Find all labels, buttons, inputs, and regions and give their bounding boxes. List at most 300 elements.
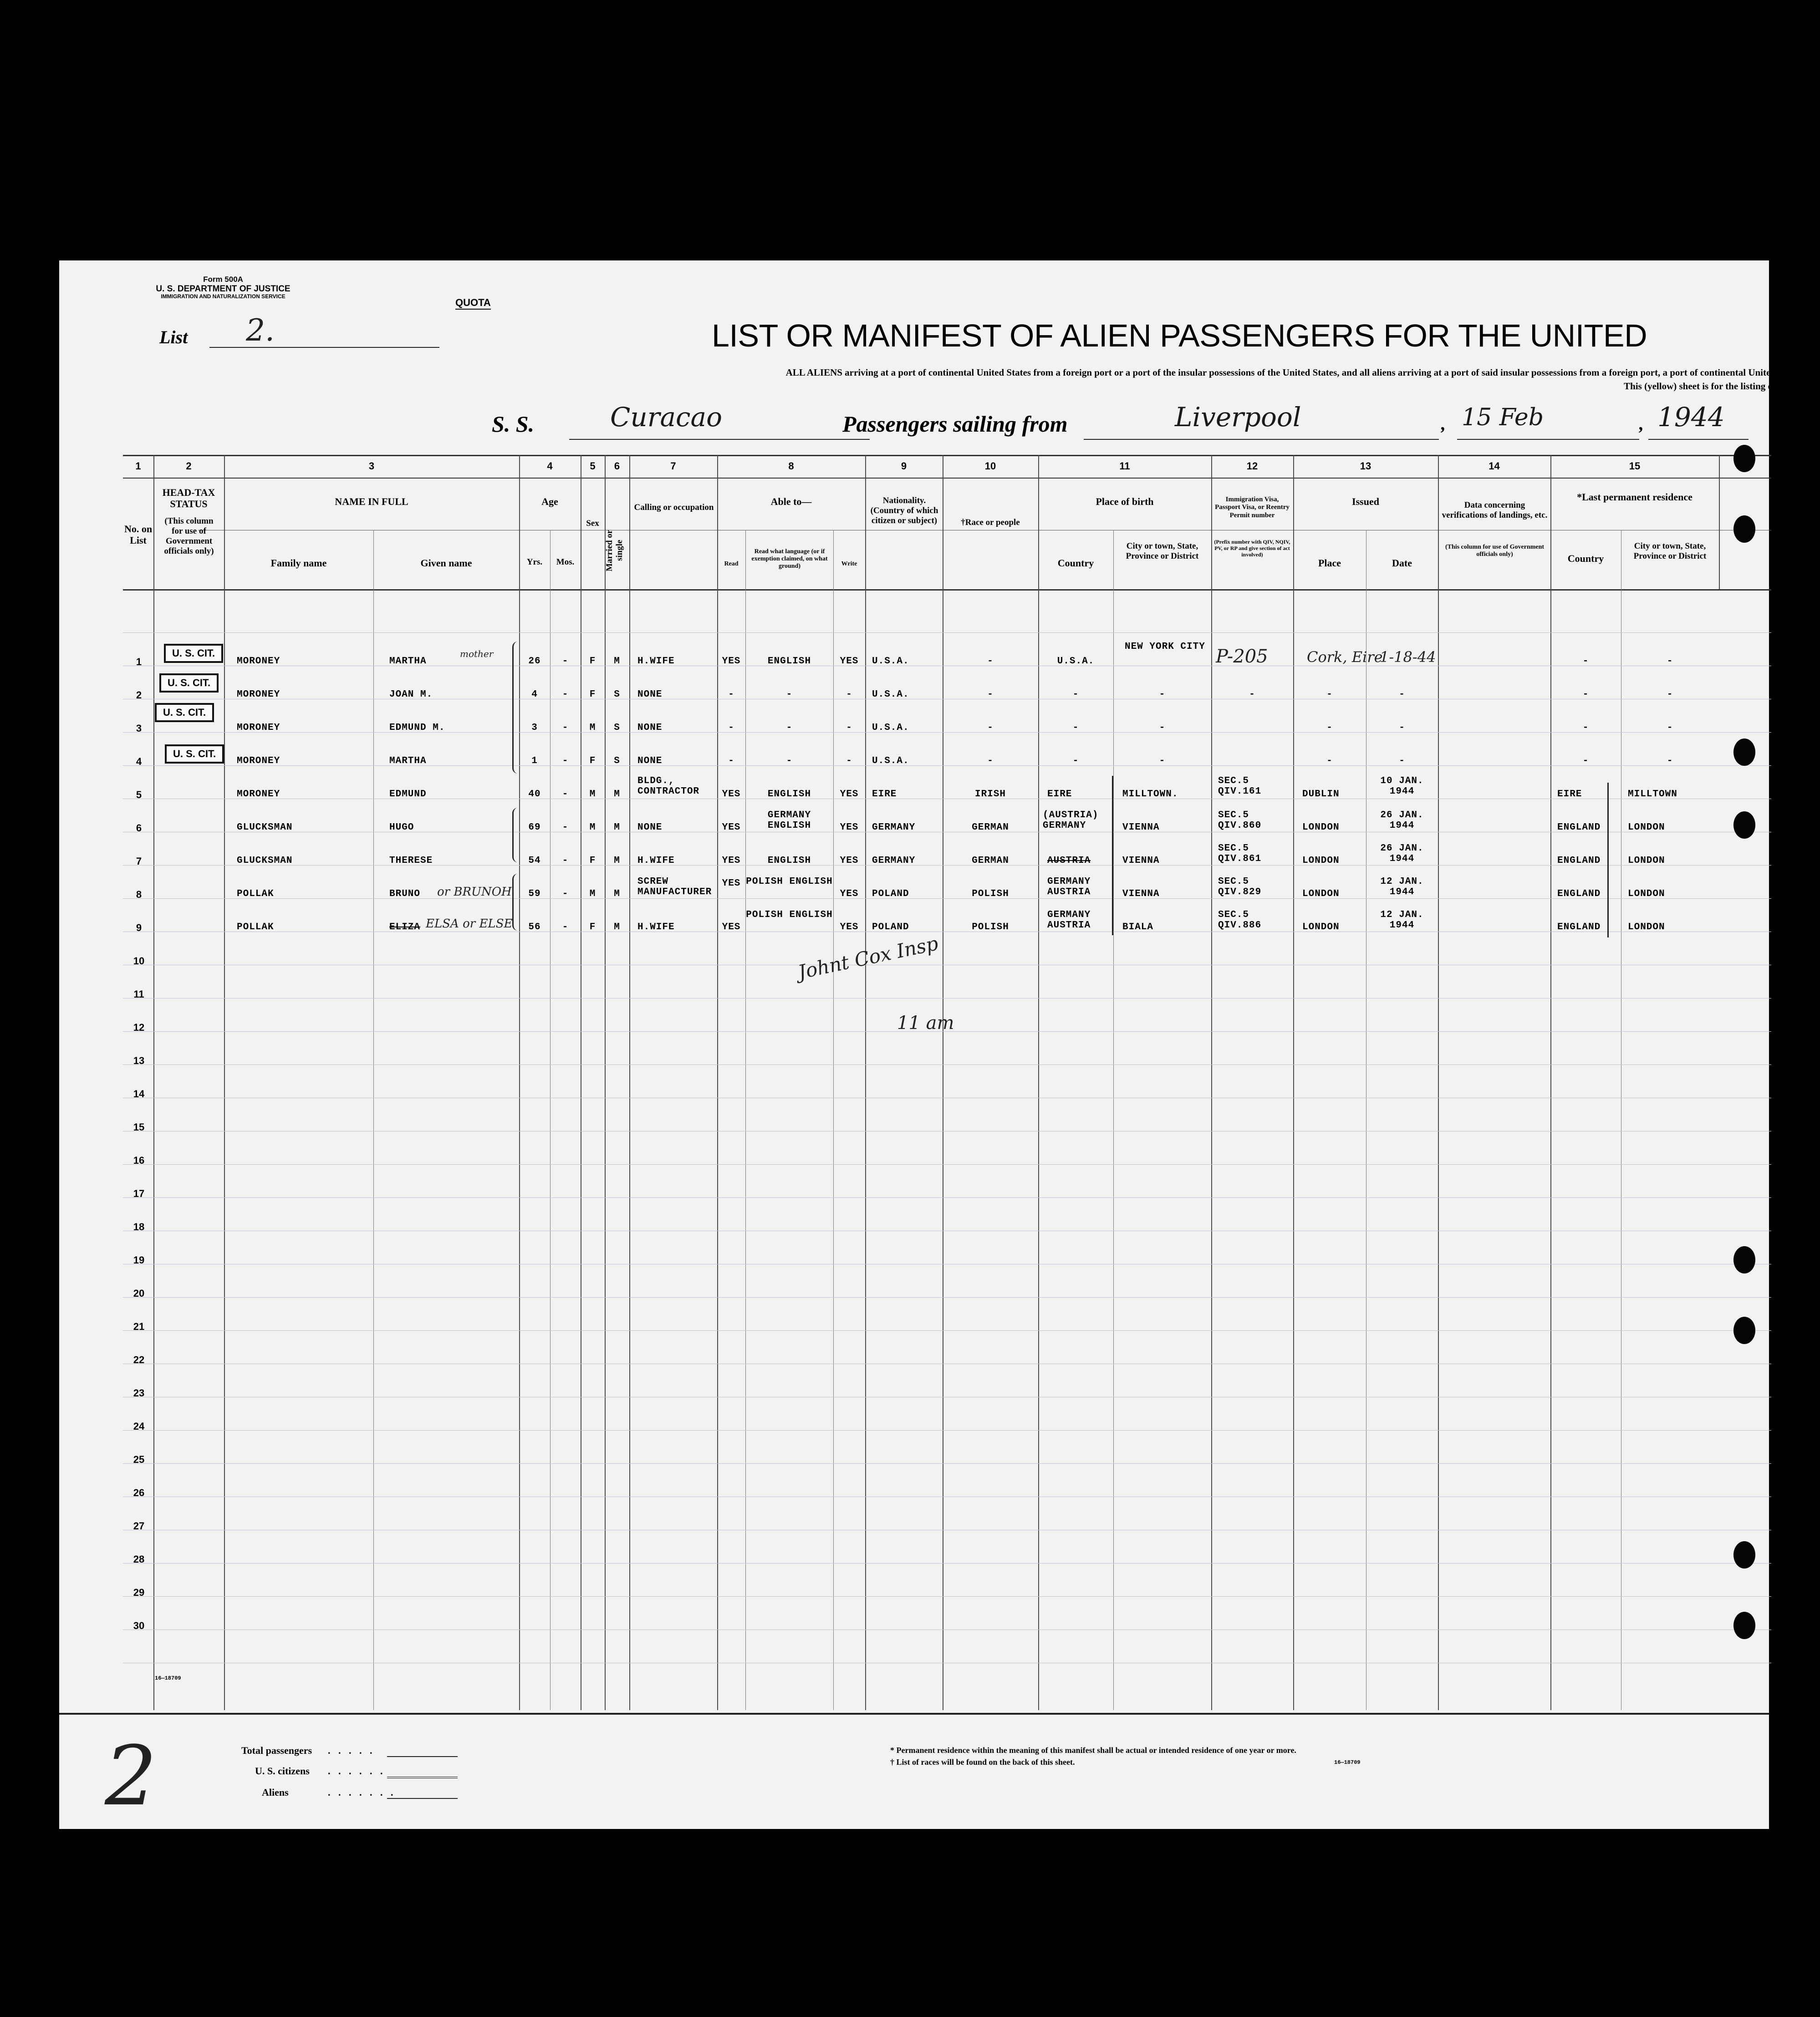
punch-hole	[1733, 739, 1755, 766]
port-line	[1084, 439, 1439, 440]
family-bracket	[512, 874, 520, 931]
birth-country: (AUSTRIA) GERMANY	[1043, 810, 1099, 831]
us-citizen-stamp: U. S. CIT.	[159, 673, 219, 693]
us-citizen-stamp: U. S. CIT.	[165, 744, 224, 764]
form-number: Form 500A	[203, 275, 243, 284]
birth-city: -	[1159, 756, 1166, 766]
read-language: ENGLISH	[767, 789, 811, 800]
inspection-time: 11 am	[897, 1013, 954, 1034]
col-divider	[1438, 455, 1439, 1710]
occupation: NONE	[637, 756, 663, 766]
sail-year: 1944	[1657, 402, 1725, 433]
colnum-13: 13	[1360, 460, 1371, 472]
given-name-correction: or BRUNOH	[437, 885, 512, 899]
hdr-sex: Sex	[586, 519, 599, 528]
given-name: THERESE	[389, 856, 433, 866]
issued-place: DUBLIN	[1302, 789, 1340, 800]
header-bottom-rule	[123, 589, 1771, 591]
sex: M	[589, 822, 596, 833]
hdr-last-res: *Last permanent residence	[1577, 491, 1693, 503]
read-language: GERMANY ENGLISH	[767, 810, 811, 831]
sex: M	[589, 723, 596, 733]
visa-number: SEC.5 QIV.860	[1218, 810, 1262, 831]
row-number: 3	[136, 723, 142, 734]
residence-city: LONDON	[1628, 922, 1665, 932]
nationality: GERMANY	[872, 822, 916, 833]
issued-date: 12 JAN. 1944	[1380, 910, 1424, 931]
age-months: -	[562, 789, 569, 800]
hdr-place-of-birth: Place of birth	[1096, 496, 1154, 507]
nationality: EIRE	[872, 789, 897, 800]
totals-divider	[59, 1713, 1769, 1715]
sail-date: 15 Feb	[1462, 404, 1544, 431]
row-number: 20	[133, 1288, 145, 1299]
birth-country: GERMANY AUSTRIA	[1047, 910, 1091, 931]
race: IRISH	[974, 789, 1006, 800]
can-write: YES	[840, 856, 859, 866]
form-identifier	[127, 275, 319, 300]
birth-country: -	[1072, 756, 1079, 766]
birth-country-bracket	[1106, 776, 1113, 935]
row-number: 9	[136, 922, 142, 933]
hdr-age: Age	[541, 496, 558, 507]
given-name: EDMUND M.	[389, 723, 445, 733]
ship-name: Curacao	[610, 402, 723, 433]
hdr-issued-place: Place	[1318, 557, 1341, 569]
row-number: 19	[133, 1254, 145, 1266]
read-language: -	[786, 756, 793, 766]
age-years: 4	[531, 689, 538, 700]
hdr-write: Write	[841, 560, 857, 567]
issued-place: -	[1326, 756, 1333, 766]
service: IMMIGRATION AND NATURALIZATION SERVICE	[161, 293, 285, 300]
age-months: -	[562, 656, 569, 667]
residence-city: -	[1667, 689, 1673, 700]
sailing-label: Passengers sailing from	[842, 411, 1068, 437]
list-number: 2.	[246, 313, 275, 348]
issued-date: -	[1399, 689, 1405, 700]
residence-city: -	[1667, 756, 1673, 766]
marital-status: M	[614, 856, 620, 866]
row-rule	[123, 1430, 1771, 1431]
punch-hole	[1733, 515, 1755, 543]
nationality: POLAND	[872, 889, 909, 899]
date-line	[1457, 439, 1639, 440]
row-number: 28	[133, 1553, 145, 1565]
sex: F	[589, 856, 596, 866]
col-divider	[745, 530, 746, 1710]
col-divider	[833, 530, 834, 1710]
row-number: 7	[136, 856, 142, 867]
row-number: 24	[133, 1421, 145, 1432]
colnum-2: 2	[186, 460, 192, 472]
issued-place: Cork, Eire	[1307, 648, 1383, 666]
hdr-landing-note: (This column for use of Government officials only)	[1445, 544, 1545, 558]
birth-country: -	[1072, 689, 1079, 700]
nationality: U.S.A.	[872, 656, 909, 667]
residence-country: ENGLAND	[1557, 922, 1601, 932]
family-name: GLUCKSMAN	[237, 822, 293, 833]
can-read: YES	[722, 822, 741, 833]
issued-place: LONDON	[1302, 922, 1340, 932]
given-name: HUGO	[389, 822, 414, 833]
manifest-table	[123, 455, 1771, 1710]
family-name: POLLAK	[237, 889, 274, 899]
manifest-sheet	[59, 260, 1776, 1829]
col-divider	[1211, 455, 1212, 1710]
family-name: MORONEY	[237, 789, 280, 800]
row-number: 16	[133, 1155, 145, 1166]
can-read: YES	[722, 789, 741, 800]
colnum-8: 8	[788, 460, 794, 472]
hdr-birth-country: Country	[1057, 557, 1094, 569]
can-read: YES	[722, 856, 741, 866]
colnum-14: 14	[1489, 460, 1500, 472]
total-passengers-line	[387, 1756, 458, 1757]
row-number: 21	[133, 1321, 145, 1332]
hdr-birth-city: City or town, State, Province or District	[1126, 541, 1199, 561]
col-divider	[1719, 455, 1720, 589]
can-write: YES	[840, 822, 859, 833]
residence-country: ENGLAND	[1557, 856, 1601, 866]
birth-country: U.S.A.	[1057, 656, 1095, 667]
birth-city: VIENNA	[1122, 856, 1160, 866]
family-bracket	[512, 808, 520, 862]
residence-country: EIRE	[1557, 789, 1582, 800]
visa-number: P-205	[1216, 646, 1268, 667]
given-name-correction: ELSA or ELSE	[426, 917, 513, 931]
col-divider	[865, 455, 866, 1710]
age-years: 69	[528, 822, 541, 833]
race: GERMAN	[972, 856, 1009, 866]
colnum-1: 1	[135, 460, 141, 472]
hdr-able-to: Able to—	[770, 496, 812, 507]
leader-dots: . . . . .	[328, 1745, 375, 1756]
margin-mark: 2	[105, 1729, 157, 1824]
row-number: 8	[136, 889, 142, 900]
can-write: YES	[840, 789, 859, 800]
read-language: POLISH ENGLISH	[746, 910, 833, 920]
residence-country: ENGLAND	[1557, 822, 1601, 833]
age-years: 26	[528, 656, 541, 667]
nationality: U.S.A.	[872, 756, 909, 766]
hdr-head-tax-note: (This column for use of Government officials only)	[164, 516, 214, 556]
residence-country: -	[1582, 656, 1589, 667]
issued-date: 1-18-44	[1380, 648, 1436, 666]
subtitle-2: This (yellow) sheet is for the listing of	[1624, 381, 1776, 392]
age-months: -	[562, 922, 569, 932]
row-number: 1	[136, 656, 142, 667]
read-language: ENGLISH	[767, 656, 811, 667]
given-name: MARTHA	[389, 756, 427, 766]
hdr-res-city: City or town, State, Province or District	[1633, 541, 1707, 561]
print-code: 16—18709	[1334, 1759, 1361, 1766]
punch-hole	[1733, 445, 1755, 472]
hdr-visa-note: (Prefix number with QIV, NQIV, PV, or RP and give section of act involved)	[1214, 539, 1290, 558]
hdr-given-name: Given name	[420, 557, 472, 569]
year-line	[1648, 439, 1749, 440]
row-number: 4	[136, 756, 142, 767]
colnum-15: 15	[1629, 460, 1641, 472]
quota-label: QUOTA	[455, 297, 491, 310]
age-years: 1	[531, 756, 538, 766]
subtitle: ALL ALIENS arriving at a port of continental United States from a foreign port or a port of the insular possessions of the United States, and all aliens arriving at a port of said insular possessions from a foreign port, a port of continental United	[785, 367, 1776, 378]
colnum-7: 7	[670, 460, 676, 472]
age-years: 56	[528, 922, 541, 932]
colnum-9: 9	[901, 460, 907, 472]
colnum-11: 11	[1119, 460, 1130, 472]
birth-country: GERMANY AUSTRIA	[1047, 876, 1091, 897]
handwritten-note: mother	[460, 648, 494, 659]
can-write: YES	[840, 922, 859, 932]
can-write: -	[846, 756, 852, 766]
col-divider	[1038, 455, 1039, 1710]
hdr-read-lang: Read what language (or if exemption claimed, on what ground)	[751, 548, 828, 570]
row-number: 6	[136, 822, 142, 834]
hdr-calling: Calling or occupation	[634, 503, 714, 512]
residence-city: MILLTOWN	[1628, 789, 1677, 800]
visa-number: -	[1249, 689, 1255, 700]
footnote-residence: * Permanent residence within the meaning of this manifest shall be actual or intended residence of one year or more.	[890, 1746, 1296, 1755]
leader-dots: . . . . . .	[328, 1765, 386, 1777]
read-language: ENGLISH	[767, 856, 811, 866]
sex: M	[589, 789, 596, 800]
given-name: ELIZA	[389, 922, 421, 932]
age-months: -	[562, 689, 569, 700]
punch-hole	[1733, 811, 1755, 839]
row-number: 2	[136, 689, 142, 701]
birth-city: VIENNA	[1122, 822, 1160, 833]
birth-country: AUSTRIA	[1047, 856, 1091, 866]
colnum-5: 5	[590, 460, 596, 472]
us-citizens-label: U. S. citizens	[255, 1765, 310, 1777]
total-passengers-label: Total passengers	[241, 1745, 312, 1756]
residence-city: LONDON	[1628, 889, 1665, 899]
row-rule	[123, 1197, 1771, 1198]
row-rule	[123, 1330, 1771, 1331]
occupation: SCREW MANUFACTURER	[637, 876, 712, 897]
birth-city: BIALA	[1122, 922, 1154, 932]
col-divider	[373, 530, 374, 1710]
can-read: YES	[722, 656, 741, 667]
punch-hole	[1733, 1541, 1755, 1569]
row-number: 5	[136, 789, 142, 800]
aliens-label: Aliens	[262, 1787, 289, 1798]
issued-date: 10 JAN. 1944	[1380, 776, 1424, 797]
visa-number: SEC.5 QIV.829	[1218, 876, 1262, 897]
col-divider	[550, 530, 551, 1710]
footnote-races: † List of races will be found on the back of this sheet.	[890, 1757, 1075, 1767]
residence-city: -	[1667, 723, 1673, 733]
us-citizens-line	[387, 1777, 458, 1778]
hdr-head-tax: HEAD-TAX STATUS	[162, 487, 215, 510]
ship-line	[569, 439, 870, 440]
residence-country: ENGLAND	[1557, 889, 1601, 899]
given-name: BRUNO	[389, 889, 421, 899]
race: -	[987, 723, 994, 733]
family-name: MORONEY	[237, 756, 280, 766]
hdr-res-country: Country	[1567, 553, 1604, 564]
birth-city: MILLTOWN.	[1122, 789, 1178, 800]
read-language: -	[786, 689, 793, 700]
given-name: JOAN M.	[389, 689, 433, 700]
age-months: -	[562, 723, 569, 733]
issued-date: -	[1399, 756, 1405, 766]
sex: F	[589, 656, 596, 667]
row-number: 29	[133, 1587, 145, 1598]
can-write: YES	[840, 656, 859, 667]
can-read: -	[728, 689, 734, 700]
hdr-nationality: Nationality. (Country of which citizen or subject)	[870, 496, 938, 525]
age-months: -	[562, 756, 569, 766]
col-divider	[1293, 455, 1294, 1710]
marital-status: M	[614, 922, 620, 932]
occupation: H.WIFE	[637, 856, 675, 866]
hdr-race: †Race or people	[961, 518, 1020, 527]
residence-bracket	[1607, 783, 1609, 937]
print-code: 16—18709	[155, 1675, 181, 1681]
colnum-6: 6	[614, 460, 620, 472]
row-rule	[123, 1463, 1771, 1464]
colnum-12: 12	[1246, 460, 1258, 472]
sex: F	[589, 922, 596, 932]
given-name: MARTHA	[389, 656, 427, 667]
row-number: 26	[133, 1487, 145, 1498]
row-number: 22	[133, 1354, 145, 1365]
occupation: H.WIFE	[637, 656, 675, 667]
marital-status: S	[614, 756, 620, 766]
occupation: NONE	[637, 822, 663, 833]
issued-date: 26 JAN. 1944	[1380, 843, 1424, 864]
hdr-family-name: Family name	[270, 557, 327, 569]
leader-dots: . . . . . . .	[328, 1787, 396, 1798]
inspector-signature: Johnt Cox Insp	[796, 932, 940, 984]
hdr-mos: Mos.	[556, 557, 575, 567]
nationality: GERMANY	[872, 856, 916, 866]
visa-number: SEC.5 QIV.861	[1218, 843, 1262, 864]
issued-date: -	[1399, 723, 1405, 733]
residence-city: LONDON	[1628, 856, 1665, 866]
age-years: 54	[528, 856, 541, 866]
row-number: 17	[133, 1188, 145, 1199]
row-number: 27	[133, 1520, 145, 1532]
family-name: MORONEY	[237, 723, 280, 733]
issued-place: -	[1326, 689, 1333, 700]
row-number: 13	[133, 1055, 145, 1066]
can-write: -	[846, 723, 852, 733]
row-rule	[123, 1563, 1771, 1564]
row-number: 15	[133, 1121, 145, 1133]
punch-hole	[1733, 1612, 1755, 1639]
race: -	[987, 689, 994, 700]
issued-place: LONDON	[1302, 822, 1340, 833]
colnum-10: 10	[984, 460, 996, 472]
occupation: NONE	[637, 689, 663, 700]
birth-city: NEW YORK CITY	[1125, 642, 1205, 652]
nationality: POLAND	[872, 922, 909, 932]
can-read: -	[728, 756, 734, 766]
visa-number: SEC.5 QIV.161	[1218, 776, 1262, 797]
punch-hole	[1733, 1246, 1755, 1273]
port-name: Liverpool	[1175, 402, 1301, 433]
hdr-issued: Issued	[1352, 496, 1379, 507]
table-top-rule	[123, 455, 1771, 456]
age-months: -	[562, 889, 569, 899]
colnum-4: 4	[547, 460, 553, 472]
hdr-visa: Immigration Visa, Passport Visa, or Reentry Permit number	[1215, 496, 1290, 519]
col-divider	[629, 455, 630, 1710]
hdr-married: Married or single	[605, 530, 624, 571]
ss-label: S. S.	[492, 411, 535, 437]
col-divider	[605, 455, 606, 1710]
race: -	[987, 656, 994, 667]
occupation: H.WIFE	[637, 922, 675, 932]
nationality: U.S.A.	[872, 723, 909, 733]
family-name: POLLAK	[237, 922, 274, 932]
issued-date: 12 JAN. 1944	[1380, 876, 1424, 897]
list-label: List	[159, 327, 188, 347]
row-number: 23	[133, 1387, 145, 1399]
row-rule	[123, 1596, 1771, 1597]
residence-country: -	[1582, 756, 1589, 766]
birth-country: EIRE	[1047, 789, 1072, 800]
marital-status: M	[614, 656, 620, 667]
race: POLISH	[972, 889, 1009, 899]
hdr-read: Read	[724, 560, 739, 567]
birth-city: -	[1159, 689, 1166, 700]
us-citizen-stamp: U. S. CIT.	[155, 703, 214, 722]
comma-2: ,	[1639, 413, 1644, 434]
age-years: 59	[528, 889, 541, 899]
given-name: EDMUND	[389, 789, 427, 800]
family-name: MORONEY	[237, 656, 280, 667]
colnum-rule	[123, 478, 1771, 479]
marital-status: S	[614, 723, 620, 733]
family-bracket	[512, 642, 520, 774]
department: U. S. DEPARTMENT OF JUSTICE	[156, 284, 291, 294]
age-months: -	[562, 856, 569, 866]
row-number: 14	[133, 1088, 145, 1100]
issued-place: LONDON	[1302, 856, 1340, 866]
punch-hole	[1733, 1317, 1755, 1344]
race: GERMAN	[972, 822, 1009, 833]
occupation: BLDG., CONTRACTOR	[637, 776, 700, 797]
can-write: YES	[840, 889, 859, 899]
hdr-landing: Data concerning verifications of landings, etc.	[1442, 500, 1548, 520]
issued-place: LONDON	[1302, 889, 1340, 899]
birth-country: -	[1072, 723, 1079, 733]
hdr-name-in-full: NAME IN FULL	[335, 496, 408, 507]
hdr-no-on-list: No. on List	[124, 523, 153, 546]
col-divider	[224, 455, 225, 1710]
row-rule	[123, 1164, 1771, 1165]
marital-status: M	[614, 822, 620, 833]
birth-city: -	[1159, 723, 1166, 733]
col-divider	[717, 455, 718, 1710]
row-number: 10	[133, 955, 145, 967]
can-read: YES	[722, 922, 741, 932]
marital-status: M	[614, 889, 620, 899]
col-divider	[1550, 455, 1551, 1710]
read-language: POLISH ENGLISH	[746, 876, 833, 887]
list-underline	[209, 347, 439, 348]
can-read: -	[728, 723, 734, 733]
residence-city: LONDON	[1628, 822, 1665, 833]
residence-country: -	[1582, 689, 1589, 700]
row-number: 18	[133, 1221, 145, 1233]
marital-status: M	[614, 789, 620, 800]
birth-city: VIENNA	[1122, 889, 1160, 899]
